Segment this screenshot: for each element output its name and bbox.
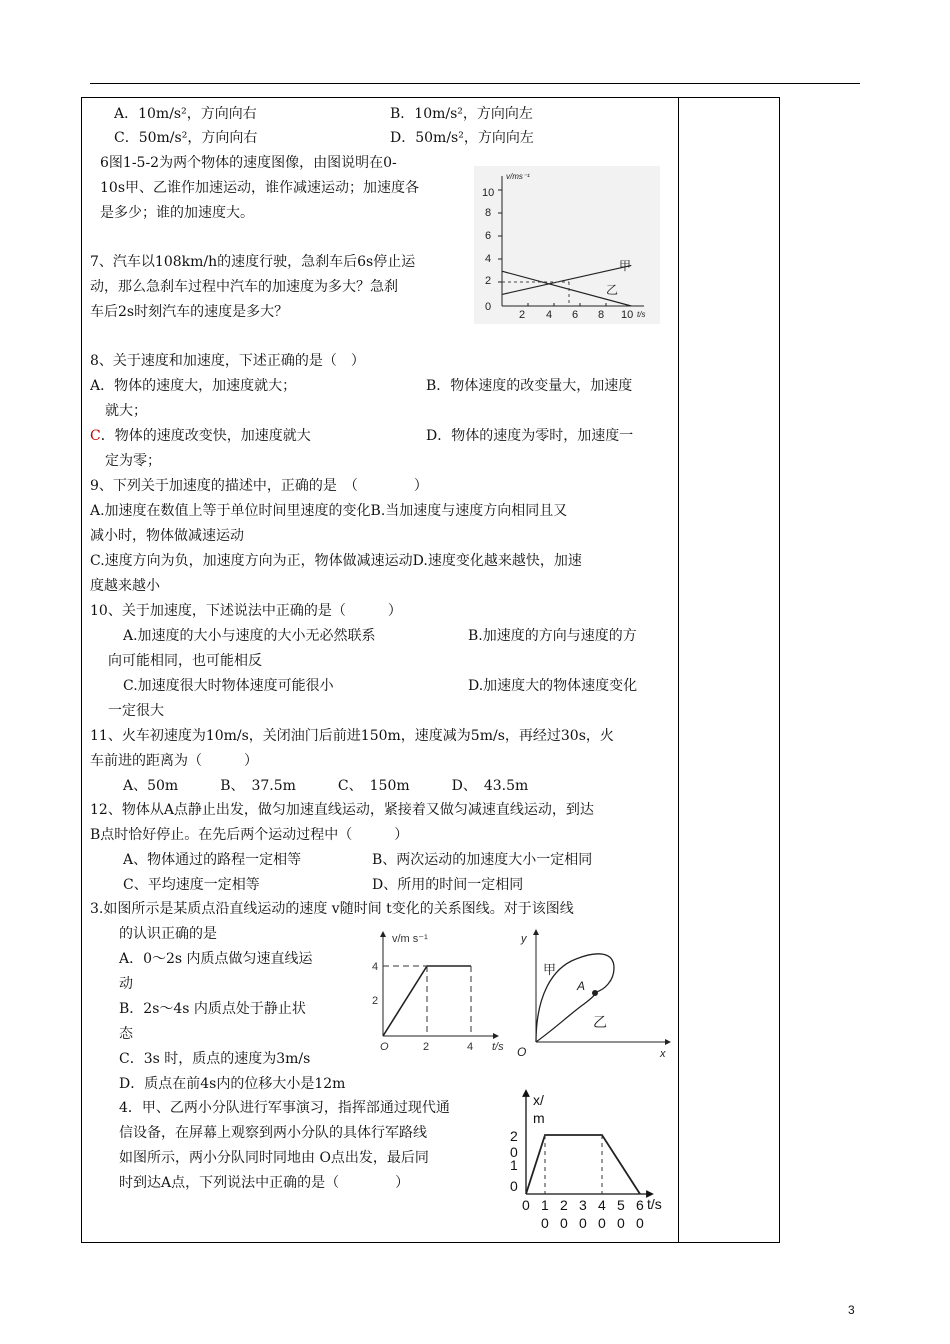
q3-line1: 3.如图所示是某质点沿直线运动的速度 v随时间 t变化的关系图线。对于该图线 bbox=[90, 901, 574, 917]
q3-option-c: C．3s 时，质点的速度为3m/s bbox=[119, 1051, 311, 1067]
q9-line2: 减小时，物体做减速运动 bbox=[90, 528, 244, 544]
q3-option-a-line1: A．0～2s 内质点做匀速直线运 bbox=[119, 951, 313, 967]
fig2-xtick-2: 2 bbox=[423, 1041, 430, 1053]
q5-option-d: D．50m/s²，方向向左 bbox=[390, 130, 534, 146]
fig1-ytick: 2 bbox=[485, 275, 492, 287]
q11-options: A、50m B、 37.5m C、 150m D、 43.5m bbox=[123, 778, 529, 794]
q12-option-c: C、平均速度一定相等 bbox=[123, 877, 260, 893]
q7-line1: 7、汽车以108km/h的速度行驶，急刹车后6s停止运 bbox=[90, 254, 416, 270]
series-xt-line bbox=[526, 1135, 640, 1194]
q8-option-d-line1: D．物体的速度为零时，加速度一 bbox=[426, 428, 634, 444]
fig1-xtick: 6 bbox=[572, 309, 579, 321]
path-graph bbox=[514, 926, 674, 1061]
q6-line1: 6图1-5-2为两个物体的速度图像，由图说明在0- bbox=[100, 155, 397, 171]
fig4-xtick: 5 bbox=[617, 1197, 625, 1213]
fig4-ylabel-1: x/ bbox=[533, 1092, 544, 1108]
q10-option-b-line2: 向可能相同，也可能相反 bbox=[108, 653, 262, 669]
fig3-origin: O bbox=[517, 1045, 527, 1059]
q3-option-b-line2: 态 bbox=[119, 1026, 133, 1042]
fig4-xtick: 6 bbox=[636, 1197, 644, 1213]
fig4-ytick: 2 bbox=[510, 1128, 518, 1144]
fig4-ytick: 0 bbox=[510, 1178, 518, 1194]
fig3-xlabel: x bbox=[660, 1048, 666, 1060]
q12-line1: 12、物体从A点静止出发，做匀加速直线运动，紧接着又做匀减速直线运动，到达 bbox=[90, 802, 594, 818]
fig1-xtick: 4 bbox=[546, 309, 553, 321]
q8-option-c-text: ．物体的速度改变快，加速度就大 bbox=[100, 428, 311, 444]
fig4-xzero: 0 bbox=[560, 1215, 568, 1231]
q11-line1: 11、火车初速度为10m/s，关闭油门后前进150m，速度减为5m/s，再经过30s，火 bbox=[90, 728, 614, 744]
fig4-xtick: 4 bbox=[598, 1197, 606, 1213]
q3-option-d: D．质点在前4s内的位移大小是12m bbox=[119, 1076, 346, 1092]
q5-option-a: A．10m/s²，方向向右 bbox=[114, 106, 257, 122]
q3-line2: 的认识正确的是 bbox=[119, 926, 217, 942]
fig4-xlabel: t/s bbox=[647, 1196, 662, 1212]
q8-option-a: A．物体的速度大，加速度就大； bbox=[90, 378, 297, 394]
fig4-xzero: 0 bbox=[579, 1215, 587, 1231]
q10-stem: 10、关于加速度，下述说法中正确的是（ ） bbox=[90, 603, 402, 619]
fig4-ytick: 1 bbox=[510, 1157, 518, 1173]
fig2-xlabel: t/s bbox=[492, 1041, 504, 1053]
fig1-ytick: 4 bbox=[485, 253, 492, 265]
velocity-graph-2 bbox=[362, 928, 512, 1058]
q7-line3: 车后2s时刻汽车的速度是多大？ bbox=[90, 304, 289, 320]
q4-line3: 如图所示，两小分队同时同地由 O点出发，最后同 bbox=[119, 1150, 429, 1166]
q9-stem: 9、下列关于加速度的描述中，正确的是 （ ） bbox=[90, 478, 428, 494]
fig4-xtick: 0 bbox=[522, 1197, 530, 1213]
q12-option-d: D、所用的时间一定相同 bbox=[372, 877, 524, 893]
q8-option-c-letter: C bbox=[90, 428, 101, 444]
fig1-xtick: 10 bbox=[621, 309, 634, 321]
q9-line1: A.加速度在数值上等于单位时间里速度的变化B.当加速度与速度方向相同且又 bbox=[90, 503, 568, 519]
fig1-ytick: 10 bbox=[482, 187, 495, 199]
q6-line2: 10s甲、乙谁作加速运动，谁作减速运动；加速度各 bbox=[100, 180, 419, 196]
q8-stem: 8、关于速度和加速度，下述正确的是（ ） bbox=[90, 353, 365, 369]
fig1-xlabel: t/s bbox=[637, 310, 646, 319]
fig3-label-jia: 甲 bbox=[543, 962, 557, 977]
fig2-xtick-4: 4 bbox=[467, 1041, 474, 1053]
fig2-ytick-2: 2 bbox=[372, 995, 379, 1007]
fig3-ylabel: y bbox=[521, 933, 527, 945]
q9-line3: C.速度方向为负，加速度方向为正，物体做减速运动D.速度变化越来越快，加速 bbox=[90, 553, 582, 569]
q5-option-c: C．50m/s²，方向向右 bbox=[114, 130, 258, 146]
q10-option-b-line1: B.加速度的方向与速度的方 bbox=[468, 628, 637, 644]
fig4-xzero: 0 bbox=[636, 1215, 644, 1231]
fig4-xzero: 0 bbox=[541, 1215, 549, 1231]
q8-option-b-line1: B．物体速度的改变量大，加速度 bbox=[426, 378, 633, 394]
q6-line3: 是多少；谁的加速度大。 bbox=[100, 205, 254, 221]
q4-line2: 信设备，在屏幕上观察到两小分队的具体行军路线 bbox=[119, 1125, 427, 1141]
fig1-ytick: 0 bbox=[485, 301, 492, 313]
q10-option-a: A.加速度的大小与速度的大小无必然联系 bbox=[123, 628, 376, 644]
fig4-xzero: 0 bbox=[598, 1215, 606, 1231]
table-divider bbox=[678, 97, 679, 1243]
q10-option-d-line2: 一定很大 bbox=[108, 703, 164, 719]
q8-option-d-line2: 定为零； bbox=[105, 453, 161, 469]
fig1-ylabel: v/ms⁻¹ bbox=[506, 172, 530, 181]
q10-option-d-line1: D.加速度大的物体速度变化 bbox=[468, 678, 638, 694]
header-rule bbox=[90, 83, 860, 84]
q7-line2: 动，那么急刹车过程中汽车的加速度为多大？急刹 bbox=[90, 279, 398, 295]
fig1-xtick: 8 bbox=[598, 309, 605, 321]
q12-line2: B点时恰好停止。在先后两个运动过程中（ ） bbox=[90, 827, 409, 843]
q4-line4: 时到达A点，下列说法中正确的是（ ） bbox=[119, 1175, 410, 1191]
fig4-xtick: 2 bbox=[560, 1197, 568, 1213]
fig1-ytick: 6 bbox=[485, 230, 492, 242]
q3-option-a-line2: 动 bbox=[119, 976, 133, 992]
page-number: 3 bbox=[848, 1303, 855, 1317]
q8-option-b-line2: 就大； bbox=[105, 403, 147, 419]
q11-line2: 车前进的距离为（ ） bbox=[90, 753, 258, 769]
fig2-ytick-4: 4 bbox=[372, 961, 379, 973]
fig4-ylabel-2: m bbox=[533, 1110, 545, 1126]
q12-option-a: A、物体通过的路程一定相等 bbox=[123, 852, 302, 868]
fig3-label-yi: 乙 bbox=[593, 1014, 607, 1030]
fig1-ytick: 8 bbox=[485, 207, 492, 219]
fig1-label-jia: 甲 bbox=[619, 259, 632, 273]
q3-option-b-line1: B．2s～4s 内质点处于静止状 bbox=[119, 1001, 306, 1017]
fig4-xtick: 3 bbox=[579, 1197, 587, 1213]
q4-line1: 4．甲、乙两小分队进行军事演习，指挥部通过现代通 bbox=[119, 1100, 450, 1116]
q9-line4: 度越来越小 bbox=[90, 578, 160, 594]
q12-option-b: B、两次运动的加速度大小一定相同 bbox=[372, 852, 593, 868]
q10-option-c: C.加速度很大时物体速度可能很小 bbox=[123, 678, 334, 694]
fig2-ylabel: v/m s⁻¹ bbox=[392, 933, 428, 945]
fig1-label-yi: 乙 bbox=[606, 283, 619, 297]
velocity-graph-1 bbox=[474, 166, 660, 324]
position-graph bbox=[505, 1087, 677, 1237]
fig3-point-a: A bbox=[577, 979, 586, 993]
fig4-ytick: 0 bbox=[510, 1144, 518, 1160]
q5-option-b: B．10m/s²，方向向左 bbox=[390, 106, 533, 122]
fig4-xzero: 0 bbox=[617, 1215, 625, 1231]
fig4-xtick: 1 bbox=[541, 1197, 549, 1213]
fig2-origin: O bbox=[380, 1041, 389, 1053]
fig1-xtick: 2 bbox=[519, 309, 526, 321]
q8-option-c bbox=[90, 427, 311, 445]
